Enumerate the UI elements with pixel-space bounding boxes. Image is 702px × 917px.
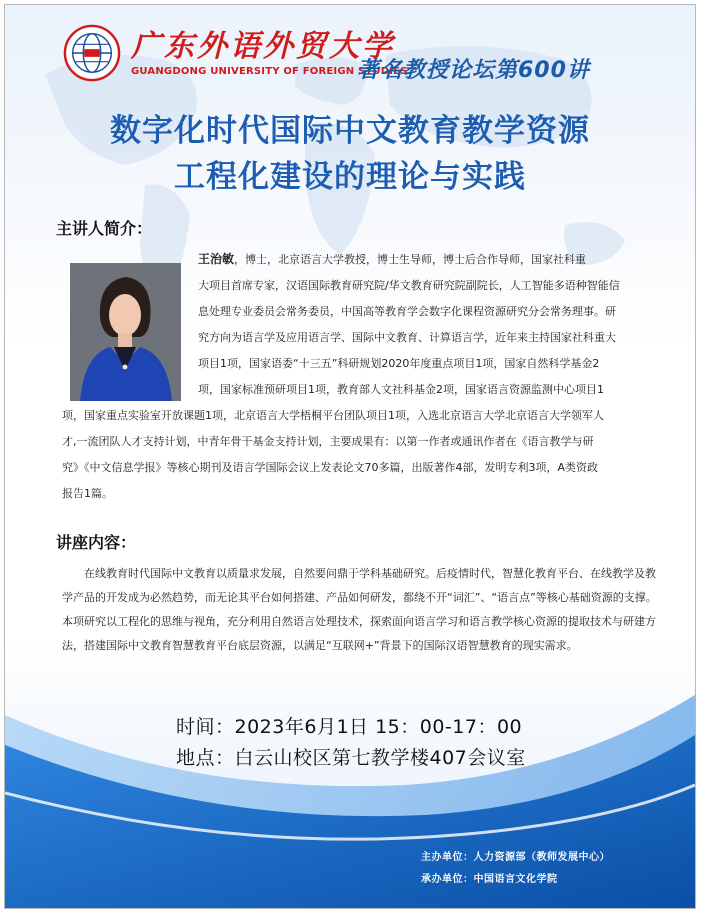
co-host-organizer: 承办单位：中国语言文化学院 <box>421 874 558 885</box>
bio-line: 报告1篇。 <box>62 487 113 500</box>
lecture-abstract <box>62 562 662 658</box>
speaker-bio <box>62 246 662 507</box>
speaker-name: 王治敏 <box>198 252 235 266</box>
event-location: 地点：白云山校区第七教学楼407会议室 <box>176 747 526 769</box>
bio-line: ，博士，北京语言大学教授，博士生导师，博士后合作导师，国家社科重 <box>234 253 587 266</box>
bio-line: 息处理专业委员会常务委员，中国高等教育学会数字化课程资源研究分会常务理事。研 <box>198 305 616 318</box>
university-name-en: GUANGDONG UNIVERSITY OF FOREIGN STUDIES <box>131 65 408 77</box>
bio-line: 大项目首席专家，汉语国际教育研究院/华文教育研究院副院长，人工智能多语种智能信 <box>198 279 620 292</box>
lecture-text: 在线教育时代国际中文教育以质量求发展，自然要问鼎于学科基础研究。后疫情时代，智慧化教育平台、在线教学及教学产品的开发成为必然趋势，而无论其平台如何搭建、产品如何研发，都绕不开“词汇”、“语言点”等核心基础资源的支撑。本项研究以工程化的思维与视角，充分利用自然语言处理技术，探索面向语言学习和语言教学核心资源的提取技术与研建方法，搭建国际中文教育智慧教育平台底层资源，以满足“互联网+”背景下的国际汉语智慧教育的现实需求。 <box>62 567 657 652</box>
bio-line: 究方向为语言学及应用语言学、国际中文教育、计算语言学，近年来主持国家社科重大 <box>198 331 616 344</box>
bio-line: 项，国家重点实验室开放课题1项，北京语言大学梧桐平台团队项目1项，入选北京语言大学北京语言大学领军人 <box>62 409 604 422</box>
lecture-heading: 讲座内容： <box>56 533 137 552</box>
poster <box>4 4 696 909</box>
university-emblem-icon <box>63 24 121 82</box>
speaker-heading: 主讲人简介： <box>56 219 153 238</box>
forum-series-label: 著名教授论坛第600讲 <box>357 58 590 83</box>
bio-line: 项，国家标准预研项目1项，教育部人文社科基金2项，国家语言资源监测中心项目1 <box>198 383 604 396</box>
bio-line: 项目1项，国家语委“十三五”科研规划2020年度重点项目1项，国家自然科学基金2 <box>198 357 600 370</box>
university-logo <box>63 24 408 82</box>
lecture-title-line-2: 工程化建设的理论与实践 <box>174 159 526 195</box>
university-name-cn: 广东外语外贸大学 <box>131 28 395 64</box>
bio-line: 究》《中文信息学报》等核心期刊及语言学国际会议上发表论文70多篇，出版著作4部，发明专利3项，A类资政 <box>62 461 599 474</box>
host-organizer: 主办单位：人力资源部（教师发展中心） <box>421 852 610 863</box>
lecture-title-line-1: 数字化时代国际中文教育教学资源 <box>110 113 590 149</box>
decorative-wave <box>5 675 695 908</box>
bio-line: 才,一流团队人才支持计划，中青年骨干基金支持计划，主要成果有：以第一作者或通讯作者在《语言教学与研 <box>62 435 594 448</box>
event-time: 时间：2023年6月1日 15：00-17：00 <box>176 716 523 738</box>
